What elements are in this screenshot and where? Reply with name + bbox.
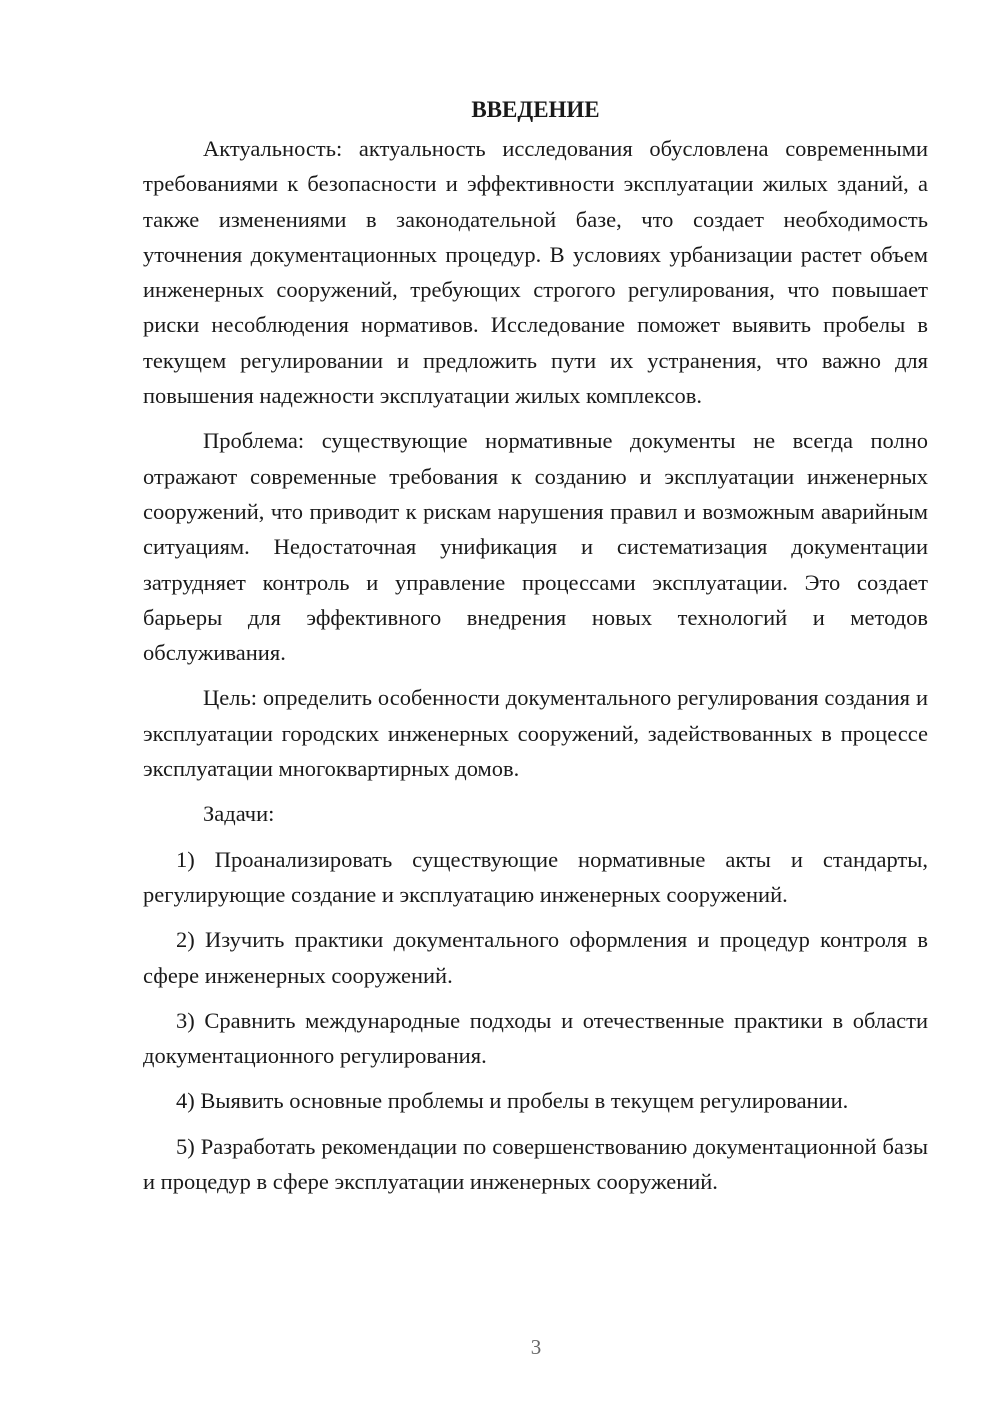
tasks-heading: Задачи: bbox=[203, 801, 275, 827]
document-title: ВВЕДЕНИЕ bbox=[471, 97, 600, 122]
paragraph-relevance: Актуальность: актуальность исследования обусловлена современными требованиями к безопасности и эффективности эксплуатации жилых зданий, а также изменениями в законодательной базе, что создает необходимость уточнения документационных процедур. В условиях урбанизации растет объем инженерных сооружений, требующих строгого регулирования, что повышает риски несоблюдения нормативов. Исследование поможет выявить пробелы в текущем регулировании и предложить пути их устранения, что важно для повышения надежности эксплуатации жилых комплексов. bbox=[143, 136, 928, 409]
paragraph-goal: Цель: определить особенности документального регулирования создания и эксплуатации городских инженерных сооружений, задействованных в процессе эксплуатации многоквартирных домов. bbox=[143, 685, 928, 782]
task-item-1: 1) Проанализировать существующие нормативные акты и стандарты, регулирующие создание и эксплуатацию инженерных сооружений. bbox=[143, 846, 928, 907]
task-item-4: 4) Выявить основные проблемы и пробелы в текущем регулировании. bbox=[176, 1088, 849, 1114]
page-number: 3 bbox=[530, 1335, 542, 1359]
document-page bbox=[143, 92, 928, 1199]
task-item-5: 5) Разработать рекомендации по совершенствованию документационной базы и процедур в сфере эксплуатации инженерных сооружений. bbox=[143, 1133, 928, 1195]
paragraph-problem: Проблема: существующие нормативные документы не всегда полно отражают современные требования к созданию и эксплуатации инженерных сооружений, что приводит к рискам нарушения правил и возможным аварийным ситуациям. Недостаточная унификация и систематизация документации затрудняет контроль и управление процессами эксплуатации. Это создает барьеры для эффективного внедрения новых технологий и методов обслуживания. bbox=[143, 428, 928, 666]
task-item-2: 2) Изучить практики документального оформления и процедур контроля в сфере инженерных сооружений. bbox=[143, 927, 928, 988]
task-item-3: 3) Сравнить международные подходы и отечественные практики в области документационного регулирования. bbox=[143, 1007, 928, 1069]
